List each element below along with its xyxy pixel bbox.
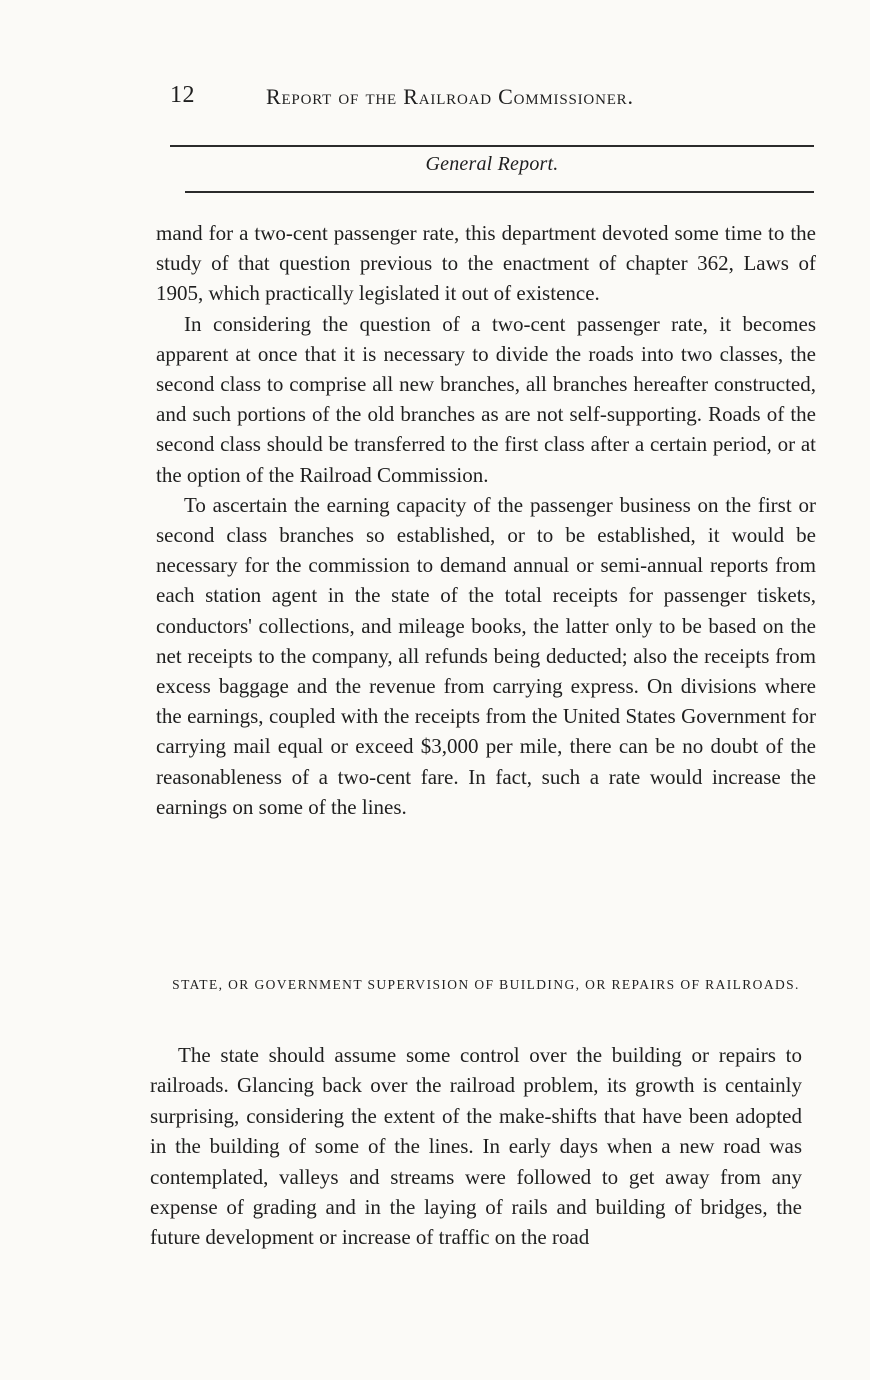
running-title: Report of the Railroad Commissioner.: [266, 84, 634, 109]
section-subheading: STATE, OR GOVERNMENT SUPERVISION OF BUILDING, OR REPAIRS OF RAILROADS.: [172, 977, 800, 992]
page-number: 12: [170, 82, 195, 108]
paragraph: mand for a two-cent passenger rate, this department devoted some time to the study of that question previous to the enactment of chapter 362, Laws of 1905, which practically legislated it out of existence.: [156, 221, 816, 306]
header-rule-top: [170, 145, 814, 147]
body-text-upper: [156, 218, 816, 822]
paragraph: To ascertain the earning capacity of the passenger business on the first or second class branches so established, or to be established, it would be necessary for the commission to demand annual or semi-annual reports from each station agent in the state of the total receipts for passenger tiskets, conductors' collections, and mileage books, the latter only to be based on the net receipts to the company, all refunds being deducted; also the receipts from excess baggage and the revenue from carrying express. On divisions where the earnings, coupled with the receipts from the United States Government for carrying mail equal or exceed $3,000 per mile, there can be no doubt of the reasonableness of a two-cent fare. In fact, such a rate would increase the earnings on some of the lines.: [156, 492, 816, 819]
paragraph: The state should assume some control over the building or repairs to railroads. Glancing back over the railroad problem, its growth is centainly surprising, considering the extent of the make-shifts that have been adopted in the building of some of the lines. In early days when a new road was contemplated, valleys and streams were followed to get away from any expense of grading and in the laying of rails and building of bridges, the future development or increase of traffic on the road: [150, 1043, 802, 1250]
body-text-lower: [150, 1040, 802, 1253]
section-label: General Report.: [425, 153, 559, 175]
page-header: [170, 82, 820, 116]
paragraph: In considering the question of a two-cent passenger rate, it becomes apparent at once that it is necessary to divide the roads into two classes, the second class to comprise all new branches, all branches hereafter constructed, and such portions of the old branches as are not self-supporting. Roads of the second class should be transferred to the first class after a certain period, or at the option of the Railroad Commission.: [156, 311, 816, 487]
header-rule-bottom: [185, 191, 814, 193]
